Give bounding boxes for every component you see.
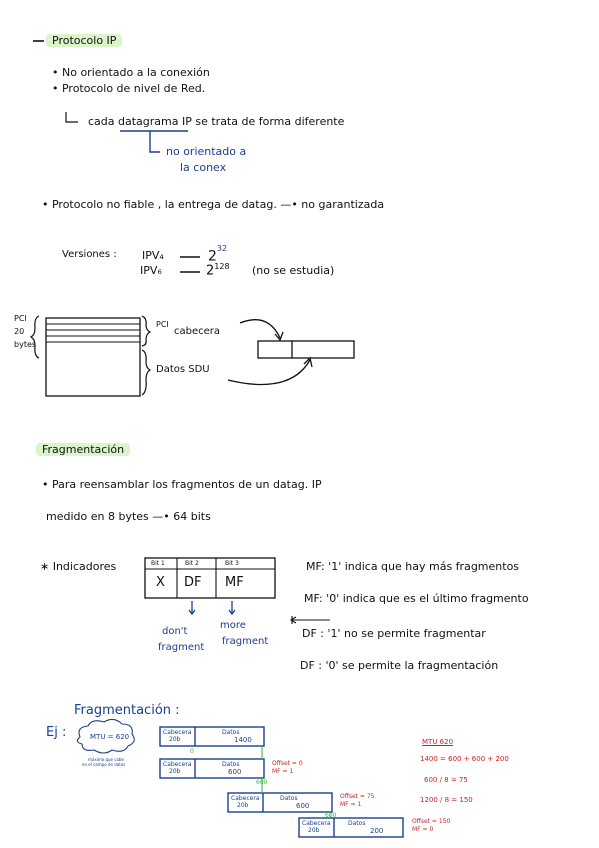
pdu-side-20: 20	[14, 327, 25, 336]
versions-label: Versiones :	[62, 249, 117, 260]
medido-8-bytes: medido en 8 bytes —• 64 bits	[46, 510, 211, 523]
bit3-header: Bit 3	[225, 560, 239, 567]
cloud-note-1: máximo que cabe	[88, 757, 124, 762]
mf-note-fragment: fragment	[222, 636, 269, 647]
section-title-protocolo-ip: Protocolo IP	[46, 34, 122, 47]
frag3-data-value: 200	[370, 827, 384, 835]
bit1-value: X	[156, 575, 165, 590]
calc-sum: 1400 = 600 + 600 + 200	[420, 755, 509, 763]
bit1-header: Bit 1	[151, 560, 165, 567]
bullet-nivel-red: • Protocolo de nivel de Red.	[52, 82, 206, 95]
mf-note-more: more	[220, 620, 246, 631]
frag3-header: Cabecera 20b	[302, 820, 331, 834]
example-ej: Ej :	[46, 725, 67, 740]
pdu-side-pci: PCI	[14, 314, 27, 323]
bullet-reensamblar: • Para reensamblar los fragmentos de un datag. IP	[42, 478, 322, 491]
bit2-value-df: DF	[184, 575, 202, 590]
datagram-data-value: 1400	[234, 736, 252, 744]
frag2-offset: Offset = 75	[340, 793, 375, 800]
frag2-data-value: 600	[296, 802, 310, 810]
bit3-value-mf: MF	[225, 575, 244, 590]
datos-sdu-label: Datos SDU	[156, 364, 210, 375]
pci-label: PCI	[156, 320, 169, 329]
cloud-note-2: en el campo de datos	[82, 762, 126, 767]
datagram-header: Cabecera 20b	[163, 729, 192, 743]
rule-df-1: DF : '1' no se permite fragmentar	[302, 627, 486, 640]
frag1-mf: MF = 1	[272, 768, 294, 775]
rule-mf-1: MF: '1' indica que hay más fragmentos	[306, 560, 520, 573]
frag3-data-label: Datos	[348, 820, 366, 827]
df-note-dont: don't	[162, 626, 188, 637]
frag1-header: Cabecera 20b	[163, 761, 192, 775]
frag2-header: Cabecera 20b	[231, 795, 260, 809]
ipv4-label: IPV₄	[142, 249, 164, 262]
ipv6-label: IPV₆	[140, 264, 162, 277]
section-title-fragmentacion: Fragmentación	[36, 443, 130, 456]
frag1-offset: Offset = 0	[272, 760, 303, 767]
cloud-mtu: MTU = 620	[90, 733, 130, 741]
frag1-data-value: 600	[228, 768, 242, 776]
df-note-fragment: fragment	[158, 642, 205, 653]
frag1-under: 600	[256, 779, 268, 786]
pdu-side-bytes: bytes	[14, 340, 37, 349]
blue-note-line2: la conex	[180, 161, 227, 174]
ipv6-note: (no se estudia)	[252, 264, 335, 277]
mid-marker: 0	[190, 748, 194, 755]
calc-offset-75: 600 / 8 = 75	[424, 776, 468, 784]
indicadores-label: ∗ Indicadores	[40, 560, 117, 573]
calc-offset-150: 1200 / 8 = 150	[420, 796, 473, 804]
frag2-under: 600	[325, 812, 337, 819]
datagram-data-label: Datos	[222, 729, 240, 736]
frag3-mf: MF = 0	[412, 826, 434, 833]
example-title: Fragmentación :	[74, 703, 180, 718]
pci-cabecera-label: cabecera	[174, 326, 221, 337]
frag3-offset: Offset = 150	[412, 818, 451, 825]
frag1-data-label: Datos	[222, 761, 240, 768]
ipv4-value: $2^{32}$	[208, 244, 228, 265]
rule-mf-0: MF: '0' indica que es el último fragmento	[304, 592, 529, 605]
bullet-no-fiable: • Protocolo no fiable , la entrega de datag. —• no garantizada	[42, 198, 385, 211]
ipv6-value: $2^{128}$	[206, 262, 230, 279]
bit2-header: Bit 2	[185, 560, 199, 567]
bullet-no-orientado: • No orientado a la conexión	[52, 66, 210, 79]
blue-note-line1: no orientado a	[166, 145, 247, 158]
datagram-sentence: cada datagrama IP se trata de forma diferente	[88, 115, 345, 128]
rule-df-0: DF : '0' se permite la fragmentación	[300, 659, 499, 672]
frag2-mf: MF = 1	[340, 801, 362, 808]
calc-mtu-title: MTU 620	[422, 738, 454, 746]
frag2-data-label: Datos	[280, 795, 298, 802]
